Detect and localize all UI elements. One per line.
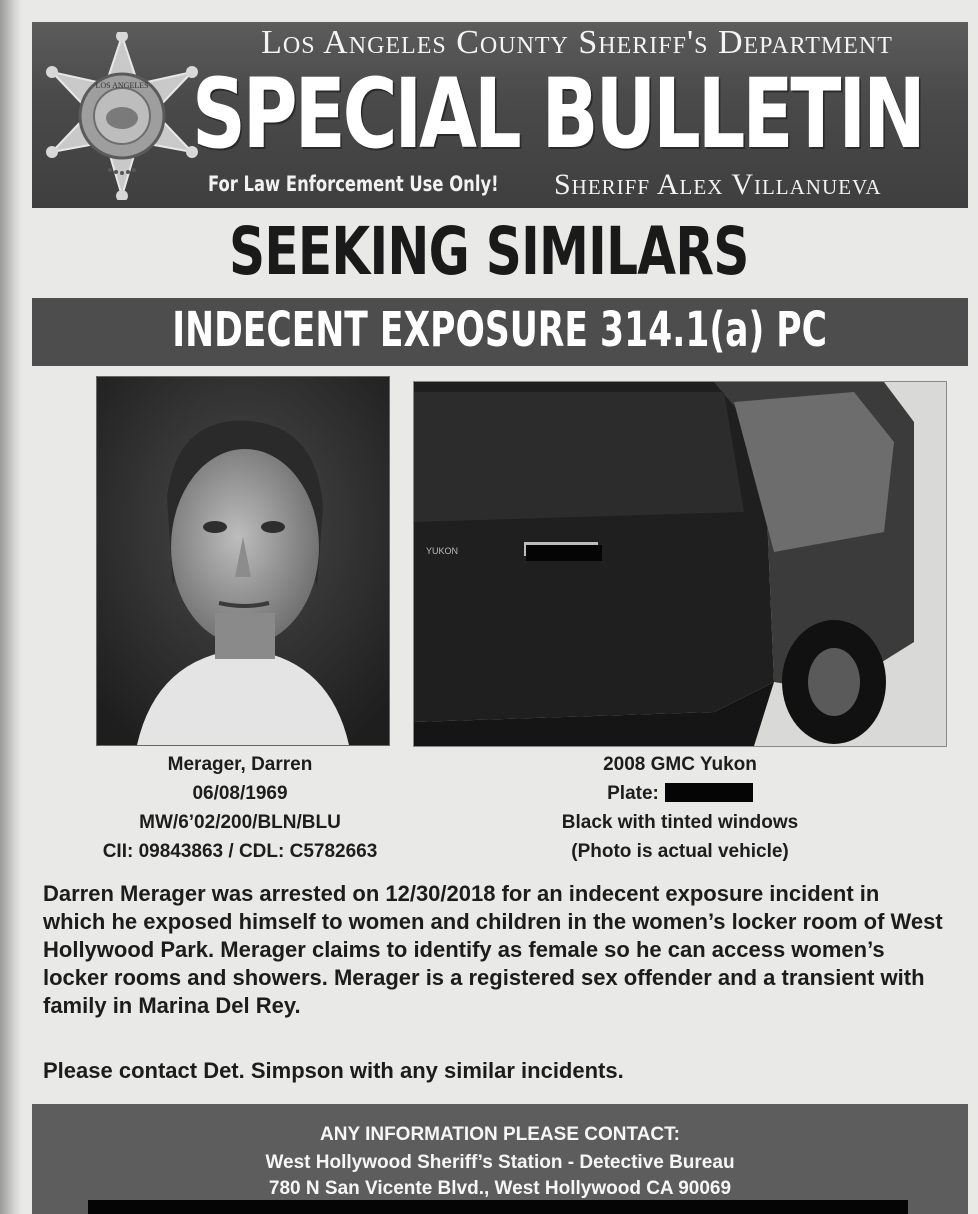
vehicle-color: Black with tinted windows — [561, 812, 799, 833]
footer-station: West Hollywood Sheriff’s Station - Detective Bureau — [265, 1152, 735, 1173]
charge-title — [32, 302, 968, 358]
subject-descriptors: MW/6’02/200/BLN/BLU — [139, 812, 341, 833]
contact-footer — [32, 1104, 968, 1214]
redacted-plate-box — [526, 545, 602, 561]
footer-address: 780 N San Vicente Blvd., West Hollywood CA 90069 — [268, 1178, 732, 1199]
footer-heading: ANY INFORMATION PLEASE CONTACT: — [320, 1124, 680, 1145]
sheriff-name: Sheriff Alex Villanueva — [554, 168, 882, 201]
vehicle-image — [414, 382, 946, 746]
sheriff-star-badge-icon — [42, 32, 202, 200]
contact-request: Please contact Det. Simpson with any similar incidents. — [43, 1058, 624, 1083]
charge-text: INDECENT EXPOSURE 314.1(a) PC — [172, 302, 828, 358]
vehicle-note: (Photo is actual vehicle) — [571, 841, 789, 862]
restriction-notice: For Law Enforcement Use Only! — [208, 172, 499, 196]
redacted-plate-number — [665, 783, 753, 802]
vehicle-plate-label: Plate: — [607, 783, 659, 804]
vehicle-model: 2008 GMC Yukon — [603, 754, 757, 775]
badge-text: LOS ANGELES — [95, 81, 149, 90]
headline-text: SEEKING SIMILARS — [229, 213, 749, 290]
bulletin-header — [32, 22, 968, 208]
subject-ids: CII: 09843863 / CDL: C5782663 — [102, 841, 378, 862]
vehicle-plate-row — [500, 779, 860, 808]
charge-banner — [32, 298, 968, 366]
vehicle-caption — [500, 750, 860, 866]
subject-photo — [96, 376, 390, 746]
bulletin-title: SPECIAL BULLETIN — [192, 58, 923, 170]
department-name: Los Angeles County Sheriff's Department — [261, 24, 893, 61]
incident-narrative: Darren Merager was arrested on 12/30/2018 for an indecent exposure incident in which he exposed himself to women and children in the women’s locker room of West Hollywood Park. Merager claims to identify as female so he can access women’s locker rooms and showers. Merager is a registered sex offender and a transient with family in Marina Del Rey. — [43, 881, 943, 1018]
subject-portrait-image — [97, 377, 389, 745]
vehicle-photo — [413, 381, 947, 747]
subject-dob: 06/08/1969 — [192, 783, 288, 804]
subject-caption — [60, 750, 420, 866]
subject-name: Merager, Darren — [167, 754, 313, 775]
vehicle-badge-text: YUKON — [426, 546, 459, 556]
redacted-phone-line — [88, 1200, 908, 1214]
page-edge-shadow — [0, 0, 22, 1214]
headline — [0, 213, 978, 290]
